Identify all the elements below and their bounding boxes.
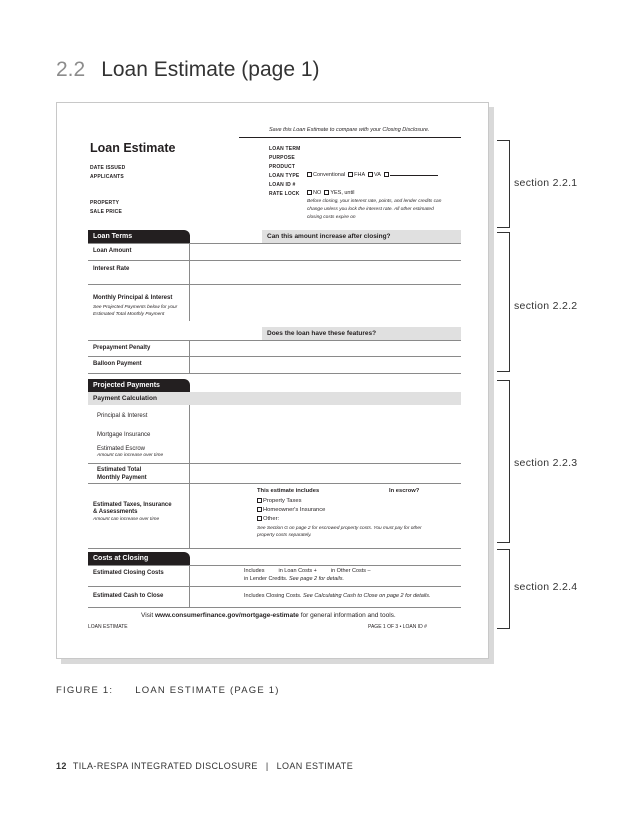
option-property-taxes: Property Taxes xyxy=(263,498,302,504)
visit-line xyxy=(141,612,396,619)
checkbox-icon xyxy=(384,172,389,177)
field-property: PROPERTY xyxy=(90,200,120,206)
save-note: Save this Loan Estimate to compare with your Closing Disclosure. xyxy=(269,127,430,133)
section-g-note xyxy=(257,525,422,539)
checkbox-icon xyxy=(307,190,312,195)
row-balloon-payment: Balloon Payment xyxy=(93,361,142,367)
features-question: Does the loan have these features? xyxy=(262,327,461,340)
closing-costs-line-1 xyxy=(244,568,371,574)
projected-payments-header: Projected Payments xyxy=(88,379,190,392)
footer-divider: | xyxy=(265,761,269,771)
cc-lender-credits: in Lender Credits. xyxy=(244,576,288,582)
row-prepayment-penalty: Prepayment Penalty xyxy=(93,345,151,351)
field-rate-lock: RATE LOCK xyxy=(269,191,300,197)
form-title: Loan Estimate xyxy=(90,141,176,155)
row-monthly-pi: Monthly Principal & Interest xyxy=(93,295,173,301)
rule xyxy=(88,565,461,566)
option-conventional: Conventional xyxy=(313,172,346,178)
mpi-note-line: Estimated Total Monthly Payment xyxy=(93,312,165,317)
loan-terms-header: Loan Terms xyxy=(88,230,190,243)
field-applicants: APPLICANTS xyxy=(90,174,124,180)
in-escrow-label: In escrow? xyxy=(389,488,420,494)
rate-lock-note xyxy=(307,198,441,222)
field-purpose: PURPOSE xyxy=(269,155,295,161)
rule xyxy=(88,260,461,261)
field-product: PRODUCT xyxy=(269,164,296,170)
section-g-note-line: property costs separately. xyxy=(257,533,312,538)
field-loan-id: LOAN ID # xyxy=(269,182,296,188)
rule xyxy=(88,356,461,357)
column-divider xyxy=(189,243,190,321)
loan-estimate-form-image xyxy=(56,102,489,659)
option-fha: FHA xyxy=(354,172,365,178)
taxes-line: & Assessments xyxy=(93,509,138,515)
section-label: section 2.2.1 xyxy=(514,177,578,189)
escrow-note: Amount can increase over time xyxy=(97,453,164,458)
mpi-note xyxy=(93,304,177,318)
section-g-note-line: See Section G on page 2 for escrowed property costs. You must pay for other xyxy=(257,526,422,531)
option-no: NO xyxy=(313,190,322,196)
field-loan-type: LOAN TYPE xyxy=(269,173,300,179)
footer-doc-title: TILA-RESPA INTEGRATED DISCLOSURE xyxy=(72,761,258,771)
rate-lock-note-line: Before closing, your interest rate, points, and lender credits can xyxy=(307,199,442,204)
option-other: Other: xyxy=(263,516,280,522)
left-fields-bottom xyxy=(90,199,122,217)
field-loan-term: LOAN TERM xyxy=(269,146,301,152)
checkbox-icon xyxy=(324,190,329,195)
form-footer-left: LOAN ESTIMATE xyxy=(88,624,128,630)
option-va: VA xyxy=(373,172,381,178)
cc-other-costs: in Other Costs – xyxy=(330,568,371,574)
rule xyxy=(88,284,461,285)
section-bracket xyxy=(497,380,510,543)
item-estimated-escrow: Estimated Escrow xyxy=(97,446,146,452)
page-footer xyxy=(56,761,353,771)
rate-lock-note-line: change unless you lock the interest rate. All other estimated xyxy=(307,207,434,212)
page-number: 12 xyxy=(56,761,67,771)
field-date-issued: DATE ISSUED xyxy=(90,165,126,171)
estimated-cash-label: Estimated Cash to Close xyxy=(93,593,164,599)
section-bracket xyxy=(497,232,510,372)
rate-lock-options xyxy=(307,190,354,196)
other-blank xyxy=(390,175,438,176)
checkbox-icon xyxy=(348,172,353,177)
checkbox-icon xyxy=(257,507,262,512)
rule xyxy=(88,340,461,341)
includes-label: This estimate includes xyxy=(257,488,320,494)
costs-at-closing-header: Costs at Closing xyxy=(88,552,190,565)
option-yes-until: YES, until xyxy=(330,190,355,196)
closing-costs-line-2 xyxy=(244,576,344,582)
rule xyxy=(88,463,461,464)
row-interest-rate: Interest Rate xyxy=(93,266,130,272)
figure-caption xyxy=(56,685,280,696)
include-options xyxy=(257,497,325,524)
row-loan-amount: Loan Amount xyxy=(93,248,132,254)
item-principal-interest: Principal & Interest xyxy=(97,413,148,419)
section-label: section 2.2.2 xyxy=(514,300,578,312)
item-mortgage-insurance: Mortgage Insurance xyxy=(97,432,151,438)
loan-type-options xyxy=(307,172,438,178)
visit-prefix: Visit xyxy=(141,612,154,619)
payment-calculation: Payment Calculation xyxy=(88,392,461,405)
cash-note: See Calculating Cash to Close on page 2 for details. xyxy=(303,593,431,599)
checkbox-icon xyxy=(307,172,312,177)
rate-lock-note-line: closing costs expire on xyxy=(307,215,356,220)
estimated-total xyxy=(97,466,147,482)
checkbox-icon xyxy=(368,172,373,177)
rule xyxy=(88,586,461,587)
mpi-note-line: See Projected Payments below for your xyxy=(93,305,178,310)
estimated-total-line: Monthly Payment xyxy=(97,475,147,481)
cc-includes: Includes xyxy=(244,568,265,574)
caption-text: LOAN ESTIMATE (PAGE 1) xyxy=(135,685,280,696)
estimated-closing-costs-label: Estimated Closing Costs xyxy=(93,570,164,576)
right-fields xyxy=(269,145,301,199)
rule xyxy=(88,243,461,244)
rule xyxy=(88,548,461,549)
rule xyxy=(88,483,461,484)
rule xyxy=(88,373,461,374)
checkbox-icon xyxy=(257,516,262,521)
visit-suffix: for general information and tools. xyxy=(300,612,396,619)
rule xyxy=(88,607,461,608)
taxes-note: Amount can increase over time xyxy=(93,517,160,522)
visit-url: www.consumerfinance.gov/mortgage-estimate xyxy=(154,612,299,619)
taxes-line: Estimated Taxes, Insurance xyxy=(93,502,172,508)
column-divider xyxy=(189,340,190,374)
checkbox-icon xyxy=(257,498,262,503)
section-bracket xyxy=(497,549,510,629)
top-rule xyxy=(239,137,461,138)
section-bracket xyxy=(497,140,510,228)
form-footer-right: PAGE 1 OF 3 • LOAN ID # xyxy=(368,624,427,630)
section-label: section 2.2.4 xyxy=(514,581,578,593)
column-divider xyxy=(189,405,190,548)
option-homeowners-insurance: Homeowner's Insurance xyxy=(263,507,326,513)
cc-see-page-2: See page 2 for details. xyxy=(288,576,344,582)
cc-loan-costs: in Loan Costs + xyxy=(278,568,317,574)
footer-section: LOAN ESTIMATE xyxy=(276,761,354,771)
heading-number: 2.2 xyxy=(56,58,86,81)
field-sale-price: SALE PRICE xyxy=(90,209,123,215)
caption-label: FIGURE 1: xyxy=(56,685,114,696)
heading-title: Loan Estimate (page 1) xyxy=(101,58,320,81)
section-label: section 2.2.3 xyxy=(514,457,578,469)
page-heading xyxy=(56,58,320,82)
increase-question: Can this amount increase after closing? xyxy=(262,230,461,243)
estimated-taxes xyxy=(93,502,172,516)
left-fields-top xyxy=(90,164,125,182)
cash-includes: Includes Closing Costs. xyxy=(244,593,302,599)
estimated-total-line: Estimated Total xyxy=(97,467,142,473)
cash-to-close-text xyxy=(244,593,431,599)
